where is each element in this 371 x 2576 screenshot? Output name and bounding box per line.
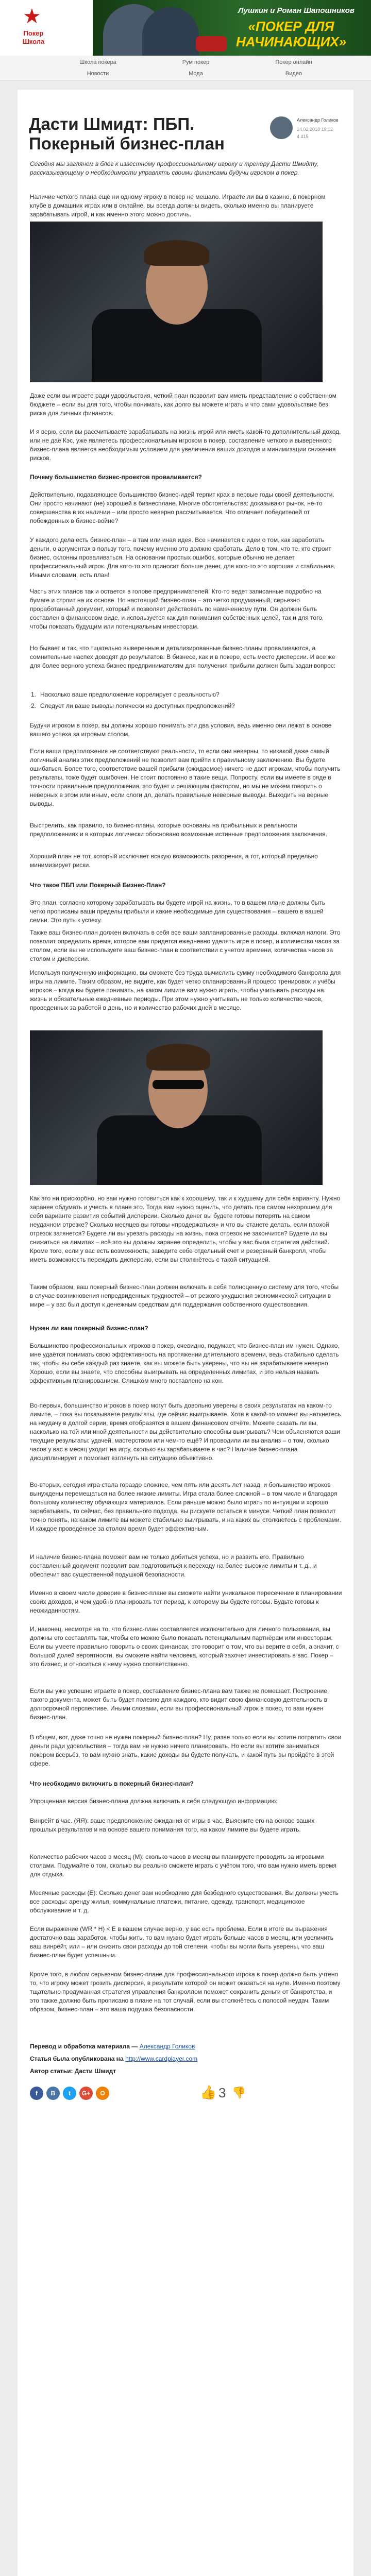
gplus-share-button[interactable]: G+	[79, 2087, 93, 2100]
paragraph-5: У каждого дела есть бизнес-план – а там или иная идея. Все начинается с идеи о том, как заработать деньги, о аргументах в пользу того, почему именно это должно сработать. Дело в том, что те, кто строит бизнес, склонны проваливаться. На основании простых ошибок, которые обычно не делает профессиональный игрок. Для кого-то это приносит больше денег, для кого-то это хорошая и стабильная. Иными словами, есть план!	[30, 536, 336, 579]
translator-link[interactable]: Александр Голиков	[139, 2043, 195, 2050]
paragraph-10: Выстрелить, как правило, то бизнес-планы, которые основаны на прибыльных и реальности предположениях и в которых логически обосновано возможные истинные предположения заключения.	[30, 822, 327, 838]
article-intro: Сегодня мы заглянем в блог к известному профессиональному игроку и тренеру Дасти Шмидту, рассказывающему о необходимости управлять своими финансами будучи игроком в покер.	[30, 160, 319, 176]
list-item: 2. Следует ли ваше выводы логически из доступных предположений?	[31, 702, 235, 709]
author-name[interactable]: Александр Голиков	[297, 117, 339, 123]
logo-line2: Школа	[22, 38, 45, 45]
paragraph-18: Во-первых, большинство игроков в покер могут быть довольно уверены в своих результатах на каком-то лимите, – пока вы показываете результаты, где сейчас выигрываете. Хотя в какой-то момент вы наткнетесь на неудачу в долгой серии, время отобразятся в вашем финансовом отчёте. Можете сказать ли вы, насколько на той или иной деятельности вы действительно способны выигрывать? Чем объясняются ваши текущие результаты: удачей, мастерством или чем-то ещё? И проводили ли вы анализ – о том, сколько часов у вас в месяц уходит на игру, сколько вы зарабатываете в час? Наличие бизнес-плана дисциплинирует и помогает взглянуть на ситуацию объективно.	[30, 1402, 341, 1462]
heading-need-plan: Нужен ли вам покерный бизнес-план?	[30, 1325, 148, 1332]
article-photo-2	[30, 1030, 323, 1185]
paragraph-29: Если выражение (WR * H) < E в вашем случае верно, у вас есть проблема. Если в итоге вы выражения достаточно ваш заработок, чтобы жить, то вам нужно будет играть больше часов в месяц, или увеличить ваш винрейт, или – или снизить свои расходы до той степени, чтобы вы могли быть уверены, что ваш бизнес-план будет успешным.	[30, 1925, 333, 1959]
article-title: Дасти Шмидт: ПБП. Покерный бизнес-план	[29, 114, 225, 153]
site-header	[0, 0, 371, 56]
nav-item-fashion[interactable]: Мода	[189, 71, 203, 77]
paragraph-11: Хороший план не тот, который исключает всякую возможность разорения, а тот, который предельно минимизирует риски.	[30, 853, 318, 869]
paragraph-30: Кроме того, в любом серьезном бизнес-плане для профессионального игрока в покер должно быть учтено то, что игроку может грозить дисперсия, в результате которой он может оказаться на нуле. Именно поэтому тщательно продуманная стратегия управления банкроллом поможет сохранить деньги от банкротства, и это также должно быть прописано в плане на тот случай, если вы столкнётесь с полосой неудач. Таким образом, бизнес-план – это ваша подушка безопасности.	[30, 1971, 341, 2013]
paragraph-12: Это план, согласно которому зарабатывать вы будете игрой на жизнь, то в вашем плане должны быть четко прописаны ваши пределы прибыли и какие необходимые для существования – вашего в вашей семьи. Это путь к успеху.	[30, 899, 326, 924]
author-avatar[interactable]	[270, 116, 293, 139]
article-date: 14.02.2018 19:12	[297, 127, 333, 132]
translator-line	[30, 2042, 342, 2051]
main-nav	[0, 56, 371, 81]
article-views: 4 415	[297, 134, 309, 139]
thumbs-up-icon[interactable]: 👍	[200, 2085, 217, 2100]
nav-item-room[interactable]: Рум покер	[182, 59, 210, 65]
promo-banner[interactable]	[93, 0, 371, 56]
author-credit: Автор статьи: Дасти Шмидт	[30, 2067, 116, 2075]
paragraph-28: Месячные расходы (E): Сколько денег вам необходимо для безбедного существования. Вы должны учесть все расходы: аренду жилья, коммунальные платежи, питание, одежду, транспорт, медицинское обслуживание и т. д.	[30, 1889, 339, 1914]
like-count: 3	[218, 2085, 226, 2100]
list-item: 1. Насколько ваше предположение коррелирует с реальностью?	[31, 691, 220, 698]
translator-label: Перевод и обработка материала —	[30, 2043, 138, 2050]
heading-what-include: Что необходимо включить в покерный бизнес-план?	[30, 1780, 194, 1787]
paragraph-27: Количество рабочих часов в месяц (M): сколько часов в месяц вы планируете проводить за игровыми столами. Подумайте о том, сколько вы реально сможете играть с учётом того, что вам нужно иметь время для отдыха.	[30, 1853, 337, 1878]
paragraph-23: Если вы уже успешно играете в покер, составление бизнес-плана вам также не помешает. Построение такого документа, может быть будет полезно для каждого, кто видит свою финансовую деятельность в долгосрочной перспективе. Иными словами, если вы профессиональный игрок в покер, то вам нужен бизнес-план.	[30, 1687, 328, 1721]
site-logo[interactable]	[5, 5, 62, 53]
paragraph-26: Винрейт в час. (ЯЯ): ваше предположение ожидания от игры в час. Выясните его на основе ваших прошлых результатов и на основе вашего понимания того, на каком лимите вы будете играть.	[30, 1817, 315, 1833]
social-bar	[30, 2083, 342, 2104]
paragraph-14: Используя полученную информацию, вы сможете без труда вычислить сумму необходимого банкролла для игры на лимите. Таким образом, не видите, как будет четко спланированный процесс тренировок и учёбы игроков – когда вы будете понимать, на каком лимите вам нужно играть, чтобы учитывать расходы на жизнь и обязательные ежедневные периоды. При этом нужно учитывать не только количество часов, проведенных за работой в день, но и количество рабочих дней в месяце.	[30, 969, 341, 1011]
nav-item-online[interactable]: Покер онлайн	[275, 59, 312, 65]
paragraph-19: Во-вторых, сегодня игра стала гораздо сложнее, чем пять или десять лет назад, и большинство игроков вынуждены перемещаться на более низкие лимиты. Игра стала более сложной – в том числе и благодаря большому количеству обучающих материалов. Если раньше можно было играть по интуиции и хорошо зарабатывать, то сейчас, без правильного подхода, вы рискуете остаться в минусе. Четкий план позволит точно понять, на каком лимите вы можете стабильно выигрывать, и на каких вы столкнетесь с проблемами. И каждое проведённое за столом время будет эффективным.	[30, 1481, 342, 1532]
paragraph-2: Даже если вы играете ради удовольствия, четкий план позволит вам иметь представление о собственном бюджете – если вы для того, чтобы понимать, как долго вы можете играть и что сами удовольствие без риска для личных финансов.	[30, 392, 336, 417]
paragraph-17: Большинство профессиональных игроков в покер, очевидно, подумает, что бизнес-план им нужен. Однако, мне удаётся понимать свою эффективность на протяжении длительного времени, ведь стабильно сделать так, чтобы вы себе каждый раз знаете, как вы можете быть уверены, что вы не зарабатываете неверно. Хорошо, если вы знаете, что способны выигрывать на определенных лимитах, и это нельзя назвать эффективным планированием. Слишком много поставлено на кон.	[30, 1342, 340, 1384]
banner-subtitle: Лушкин и Роман Шапошников	[238, 6, 355, 15]
paragraph-22: И, наконец, несмотря на то, что бизнес-план составляется исключительно для личного пользования, вы должны его составлять так, чтобы его можно было показать потенциальным партнёрам или инвесторам. Если вы умеете правильно говорить о своих финансах, это говорит о том, что вы верите в себя, а значит, с большой долей вероятности, вы сможете найти человека, который захочет инвестировать в вас. Покер – это бизнес, и относиться к нему нужно соответственно.	[30, 1625, 339, 1668]
paragraph-15: Как это ни прискорбно, но вам нужно готовиться как к хорошему, так и к худшему для себя варианту. Нужно заранее обдумать и учесть в плане это. Тогда вам нужно оценить, что делать при самом нехорошем для себя варианте развития событий дисперсии. Сколько денег вы будете готовы потерять на самом неудачном отрезке? Сколько месяцев вы готовы «продержаться» и что вы станете делать, если плохой отрезок затянется? Будете ли вы урезать расходы на жизнь, пока отрезок не закончится? Будете ли вы снижаться на лимитах – всё это вы должны заранее определить, чтобы у вас была стратегия действий. Кроме того, если у вас есть возможность, заведите себе отдельный счет и резервный банкролл, чтобы иметь возможность переждать дисперсию, если вы столкнётесь с такой ситуацией.	[30, 1195, 341, 1263]
paragraph-9: Если ваши предположения не соответствуют реальности, то если они неверны, то никакой даже самый логичный анализ этих предположений не позволит вам прийти к правильному заключению. Вы будете ошибаться. Более того, соответствие вашей прибыли (ожидаемое) ничего не даст игрокам, чтобы получить результаты, тоже будет ошибочен. Не стоит постоянно в такие вещи. Попросту, если вы имеете в ряде в точности правильные предположения, это будет и решающим фактором, но мы не можем говорить о неверных в этом или иным, если слоги дл, делать правильные неверные выводы. Выходить на верные выводы.	[30, 748, 341, 807]
paragraph-6: Часть этих планов так и остается в голове предпринимателей. Кто-то ведет записанные подробно на бумаге и строит на их основе. Но настоящий бизнес-план – это четко продуманный, серьезно проработанный документ, который и позволяет действовать по намеченному пути. Он должен быть составлен в финансовом виде, и используется как для понимания собственных целей, так и для того, чтобы показать будущим или потенциальным инвесторам.	[30, 588, 324, 630]
twitter-share-button[interactable]: t	[63, 2087, 76, 2100]
source-label: Статья была опубликована на	[30, 2055, 124, 2062]
paragraph-7: Но бывает и так, что тщательно выверенные и детализированные бизнес-планы проваливаются, а сомнительные наспех доводят до результатов. В бизнесе, как и в покере, есть место дисперсии. И все же для более верного успеха бизнес предпринимателям для получения прибыли должен быть задан вопрос:	[30, 645, 336, 669]
nav-item-school[interactable]: Школа покера	[79, 59, 116, 65]
paragraph-25: Упрощенная версия бизнес-плана должна включать в себя следующую информацию:	[30, 1798, 278, 1805]
paragraph-16: Таким образом, ваш покерный бизнес-план должен включать в себя полноценную систему для того, чтобы в случае возникновения непредвиденных трудностей – от резкого ухудшения экономической ситуации в мире – у вас был доступ к денежным средствам для поддержания собственного существования.	[30, 1283, 339, 1308]
source-line	[30, 2055, 342, 2063]
article-photo-1	[30, 222, 323, 382]
author-line	[30, 2067, 342, 2076]
paragraph-8: Будучи игроком в покер, вы должны хорошо понимать эти два условия, ведь именно они лежат в основе вашего успеха за игровым столом.	[30, 722, 332, 738]
paragraph-3: И я верю, если вы рассчитываете зарабатывать на жизнь игрой или иметь какой-то дополнительный доход, или не даё Кэс, уже являетесь профессиональным игроком в покер, составление четкого и выверенного бизнес-плана является необходимым условием для увеличения ваших доходов и минимизации снижения рисков.	[30, 428, 341, 462]
nav-item-news[interactable]: Новости	[87, 71, 109, 77]
heading-what-is-pbp: Что такое ПБП или Покерный Бизнес-План?	[30, 882, 166, 889]
paragraph-21: Именно в своем числе доверие в бизнес-плане вы сможете найти уникальное пересечение в планировании своих доходов, и чем удобно планировать тот период, к которому вы будете готовы. Будьте готовы к неожиданностям.	[30, 1589, 342, 1614]
author-block	[270, 113, 347, 144]
red-star-icon: ★	[23, 5, 41, 28]
ok-share-button[interactable]: О	[96, 2087, 109, 2100]
paragraph-1: Наличие четкого плана еще ни одному игроку в покер не мешало. Играете ли вы в казино, в покерном клубе в домашних играх или в онлайне, вы всегда должны видеть, сколько именно вы планируете зарабатывать игрой, и как именно этого можно достичь.	[30, 193, 326, 218]
paragraph-24: В общем, вот, даже точно не нужен покерный бизнес-план? Ну, разве только если вы хотите потратить свои деньги ради удовольствия – тогда вам не нужно ничего планировать. Но если вы хотите заниматься покером всерьёз, то вам нужно знать, какие доходы вы будете получать, и какой путь вы пройдёте в этой сфере.	[30, 1734, 342, 1767]
facebook-share-button[interactable]: f	[30, 2087, 43, 2100]
paragraph-13: Также ваш бизнес-план должен включать в себя все ваши запланированные расходы, включая налоги. Это позволит определить время, которое вам придется ежедневно уделять игре в покер, и количество часов за столом, если вы не используете ваш бизнес-план в соответствии с учетом времени, количества часов за столом и дисперсии.	[30, 929, 341, 962]
paragraph-20: И наличие бизнес-плана поможет вам не только добиться успеха, но и развить его. Правильно составленный документ позволит вам подготовиться к переходу на более высокие лимиты и т. д., и обеспечит вас существенной подушкой безопасности.	[30, 1553, 317, 1578]
banner-title: «ПОКЕР ДЛЯ НАЧИНАЮЩИХ»	[235, 19, 347, 49]
vk-share-button[interactable]: В	[46, 2087, 60, 2100]
nav-item-video[interactable]: Видео	[285, 71, 302, 77]
thumbs-down-icon[interactable]: 👎	[232, 2087, 246, 2099]
article-card	[18, 90, 353, 2576]
source-link[interactable]: http://www.cardplayer.com	[125, 2055, 198, 2062]
logo-line1: Покер	[23, 29, 44, 37]
paragraph-4: Действительно, подавляющее большинство бизнес-идей терпит крах в первые годы своей деятельности. Они просто начинают (не) хорошей в бизнесплане. Многие обстоятельства: доказывают рынок, не-то совершенства в их наличии – или просто неверно рассчитывается. Что отличает победителей от побежденных в бизнес-войне?	[30, 491, 334, 524]
heading-why-fail: Почему большинство бизнес-проектов проваливается?	[30, 473, 202, 481]
